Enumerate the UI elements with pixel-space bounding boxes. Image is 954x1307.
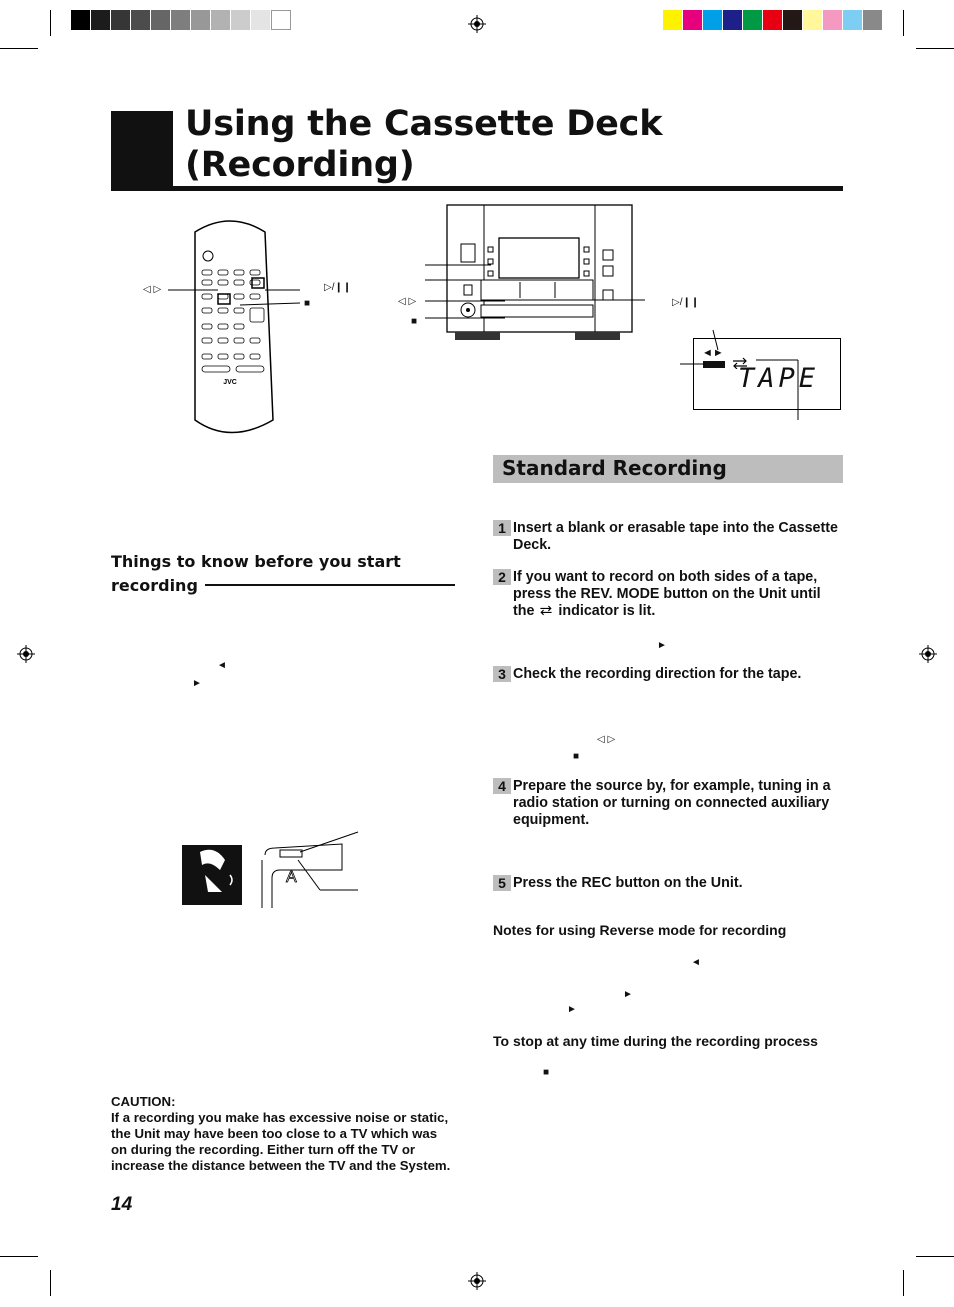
cassette-side-label: A xyxy=(286,869,297,886)
section-header: Standard Recording xyxy=(493,455,843,483)
step-text: Insert a blank or erasable tape into the Cassette Deck. xyxy=(513,520,838,553)
color-calibration-bar xyxy=(663,10,883,30)
display-text: TAPE xyxy=(738,363,820,394)
remote-left-right-label: ◁ ▷ xyxy=(143,284,162,295)
direction-indicator: ◄► xyxy=(702,347,724,359)
step-5 xyxy=(493,875,843,892)
reverse-notes-heading: Notes for using Reverse mode for recording xyxy=(493,922,787,938)
stop-symbol: ■ xyxy=(573,751,580,762)
rev-arrow: ◄ xyxy=(691,957,701,968)
registration-mark-left xyxy=(17,645,35,663)
unit-left-right-label: ◁ ▷ xyxy=(398,296,417,307)
page-title: Using the Cassette Deck (Recording) xyxy=(185,104,663,185)
registration-mark-top xyxy=(468,15,486,33)
stop-heading: To stop at any time during the recording process xyxy=(493,1033,818,1049)
stop-symbol: ■ xyxy=(543,1067,550,1078)
reverse-mode-icon xyxy=(538,604,554,616)
step-number: 3 xyxy=(493,666,511,682)
step-text: If you want to record on both sides of a tape, press the REV. MODE button on the Unit until the indicator is lit. xyxy=(513,569,821,619)
step-text: Check the recording direction for the tape. xyxy=(513,666,802,682)
left-right-symbol: ◁ ▷ xyxy=(597,734,616,745)
crop-mark xyxy=(916,1256,954,1257)
remote-play-pause-label: ▷/❙❙ xyxy=(324,282,352,293)
step-2 xyxy=(493,569,843,620)
step-number: 4 xyxy=(493,778,511,794)
remote-stop-label: ■ xyxy=(304,298,311,309)
crop-mark xyxy=(916,48,954,49)
step-3 xyxy=(493,666,843,683)
crop-mark xyxy=(903,1270,904,1296)
step-number: 2 xyxy=(493,569,511,585)
caution-text: If a recording you make has excessive noise or static, the Unit may have been too close to a TV which was on during the recording. Either turn off the TV or increase the distance between the TV and the System. xyxy=(111,1110,451,1173)
caution-label: CAUTION: xyxy=(111,1094,176,1109)
crop-mark xyxy=(50,10,51,36)
title-block xyxy=(111,111,173,191)
caution-block xyxy=(111,1094,456,1174)
main-unit-illustration xyxy=(395,200,645,345)
page-number: 14 xyxy=(111,1194,133,1215)
crop-mark xyxy=(50,1270,51,1296)
fwd-arrow: ► xyxy=(657,640,667,651)
title-rule xyxy=(111,186,843,191)
subsection-heading: Things to know before you start recording xyxy=(111,552,401,595)
fwd-arrow: ► xyxy=(567,1004,577,1015)
remote-control-illustration xyxy=(140,210,380,440)
gray-calibration-bar xyxy=(71,10,291,30)
fwd-arrow: ► xyxy=(192,678,202,689)
rev-arrow: ◄ xyxy=(217,660,227,671)
step-text: Press the REC button on the Unit. xyxy=(513,875,743,891)
registration-mark-bottom xyxy=(468,1272,486,1290)
cassette-tab-illustration xyxy=(180,830,365,910)
step-number: 5 xyxy=(493,875,511,891)
step-text: Prepare the source by, for example, tuning in a radio station or turning on connected auxiliary equipment. xyxy=(513,778,831,828)
registration-mark-right xyxy=(919,645,937,663)
crop-mark xyxy=(903,10,904,36)
step-4 xyxy=(493,778,843,829)
unit-play-pause-label: ▷/❙❙ xyxy=(672,297,700,308)
crop-mark xyxy=(0,48,38,49)
remote-brand-logo: JVC xyxy=(223,379,237,386)
display-callouts xyxy=(680,330,810,425)
step-1 xyxy=(493,520,843,554)
crop-mark xyxy=(0,1256,38,1257)
step-number: 1 xyxy=(493,520,511,536)
unit-stop-label: ■ xyxy=(411,316,418,327)
subsection-rule xyxy=(205,584,455,586)
fwd-arrow: ► xyxy=(623,989,633,1000)
